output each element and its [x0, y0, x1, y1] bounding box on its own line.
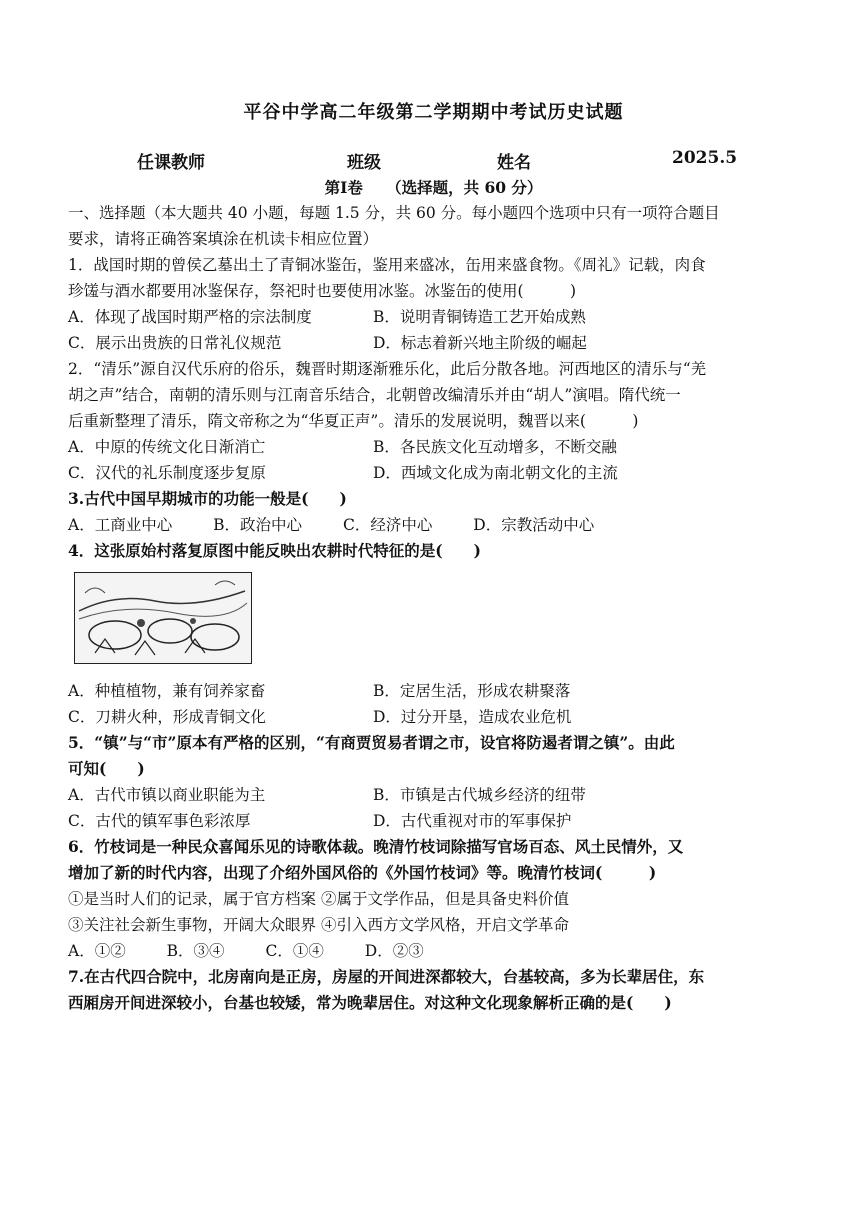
option-c: C．古代的镇军事色彩浓厚 — [68, 812, 251, 830]
exam-date: 2025.5 — [672, 148, 738, 168]
option-c: C．刀耕火种，形成青铜文化 — [68, 708, 266, 726]
options-row — [68, 330, 808, 356]
question-5 — [68, 730, 808, 834]
statement-4: ④引入西方文学风格，开启文学革命 — [320, 916, 569, 934]
option-b: B．各民族文化互动增多，不断交融 — [373, 438, 617, 456]
option-b: B．政治中心 — [213, 516, 303, 534]
option-d: D．过分开垦，造成农业危机 — [373, 708, 572, 726]
options-row — [68, 434, 808, 460]
option-b: B．③④ — [166, 942, 225, 960]
question-stem: 5．“镇”与“市”原本有严格的区别，“有商贾贸易者谓之市，设官将防遏者谓之镇”。由此 — [68, 733, 675, 752]
option-c: C．经济中心 — [342, 516, 433, 534]
teacher-label: 任课教师 — [137, 153, 205, 173]
option-d: D．西域文化成为南北朝文化的主流 — [373, 464, 618, 482]
question-1 — [68, 252, 808, 356]
options-row — [68, 678, 808, 704]
statement-2: ②属于文学作品，但是具备史料价值 — [320, 890, 569, 908]
options-row — [68, 512, 808, 538]
option-d: D．宗教活动中心 — [473, 516, 595, 534]
question-7 — [68, 964, 808, 1016]
question-stem: 珍馐与酒水都要用冰鉴保存，祭祀时也要使用冰鉴。冰鉴缶的使用( ) — [68, 282, 577, 300]
question-stem: 后重新整理了清乐，隋文帝称之为“华夏正声”。清乐的发展说明，魏晋以来( ) — [68, 412, 639, 430]
option-b: B．说明青铜铸造工艺开始成熟 — [373, 308, 586, 326]
question-stem: 6．竹枝词是一种民众喜闻乐见的诗歌体裁。晚清竹枝词除描写官场百态、风土民情外，又 — [68, 837, 684, 856]
options-row — [68, 704, 808, 730]
question-stem: 西厢房开间进深较小，台基也较矮，常为晚辈居住。对这种文化现象解析正确的是( ) — [68, 993, 672, 1012]
question-stem: 4．这张原始村落复原图中能反映出农耕时代特征的是( ) — [68, 541, 481, 560]
option-d: D．②③ — [364, 942, 424, 960]
options-row — [68, 938, 808, 964]
question-stem: 胡之声”结合，南朝的清乐则与江南音乐结合，北朝曾改编清乐并由“胡人”演唱。隋代统一 — [68, 386, 681, 404]
instructions-line: 一、选择题（本大题共 40 小题，每题 1.5 分，共 60 分。每小题四个选项中只有一项符合题目 — [68, 204, 720, 222]
question-stem: 7.在古代四合院中，北房南向是正房，房屋的开间进深都较大，台基较高，多为长辈居住，东 — [68, 967, 705, 986]
question-4 — [68, 538, 808, 730]
option-c: C．展示出贵族的日常礼仪规范 — [68, 334, 282, 352]
instructions-line: 要求，请将正确答案填涂在机读卡相应位置） — [68, 230, 379, 248]
options-row — [68, 808, 808, 834]
question-stem: 3.古代中国早期城市的功能一般是( ) — [68, 489, 347, 508]
option-a: A．工商业中心 — [68, 516, 173, 534]
exam-title: 平谷中学高二年级第二学期期中考试历史试题 — [243, 102, 624, 123]
statement-3: ③关注社会新生事物，开阔大众眼界 — [68, 916, 317, 934]
option-c: C．①④ — [265, 942, 324, 960]
question-6 — [68, 834, 808, 964]
question-3 — [68, 486, 808, 538]
statements-row — [68, 886, 808, 912]
question-list — [68, 200, 808, 1016]
statement-1: ①是当时人们的记录，属于官方档案 — [68, 890, 317, 908]
option-a: A．①② — [68, 942, 126, 960]
question-stem: 增加了新的时代内容，出现了介绍外国风俗的《外国竹枝词》等。晚清竹枝词( ) — [68, 863, 657, 882]
option-d: D．标志着新兴地主阶级的崛起 — [373, 334, 587, 352]
option-b: B．定居生活，形成农耕聚落 — [373, 682, 571, 700]
part-heading: 第Ⅰ卷 （选择题，共 60 分） — [324, 178, 543, 197]
option-a: A．体现了战国时期严格的宗法制度 — [68, 308, 312, 326]
options-row — [68, 304, 808, 330]
option-b: B．市镇是古代城乡经济的纽带 — [373, 786, 586, 804]
options-row — [68, 460, 808, 486]
class-label: 班级 — [347, 153, 381, 173]
option-a: A．中原的传统文化日渐消亡 — [68, 438, 266, 456]
village-reconstruction-image — [74, 572, 252, 664]
option-d: D．古代重视对市的军事保护 — [373, 812, 572, 830]
statements-row — [68, 912, 808, 938]
option-a: A．种植植物，兼有饲养家畜 — [68, 682, 266, 700]
name-label: 姓名 — [497, 153, 531, 173]
question-2 — [68, 356, 808, 486]
options-row — [68, 782, 808, 808]
question-stem: 2．“清乐”源自汉代乐府的俗乐，魏晋时期逐渐雅乐化，此后分散各地。河西地区的清乐与“羌 — [68, 360, 707, 378]
option-c: C．汉代的礼乐制度逐步复原 — [68, 464, 266, 482]
question-stem: 可知( ) — [68, 759, 145, 778]
question-stem: 1．战国时期的曾侯乙墓出土了青铜冰鉴缶，鉴用来盛冰，缶用来盛食物。《周礼》记载，肉食 — [68, 256, 706, 274]
option-a: A．古代市镇以商业职能为主 — [68, 786, 266, 804]
